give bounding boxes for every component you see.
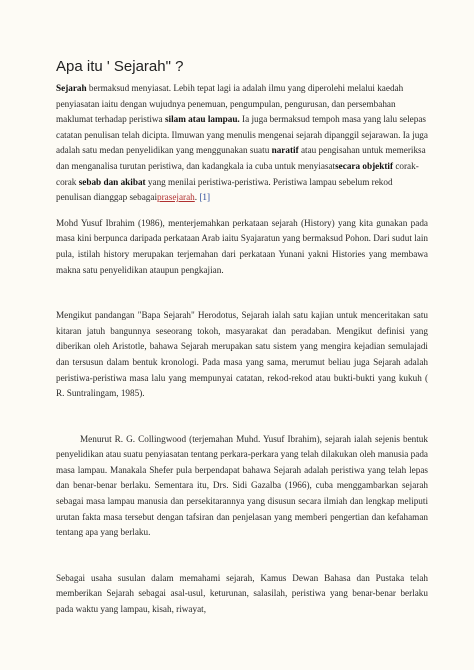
paragraph-mohd-yusuf: Mohd Yusuf Ibrahim (1986), menterjemahkan perkataan sejarah (History) yang kita gunakan pada masa kini berpunca daripada perkataan Arab iaitu Syajaratun yang bermaksud Pohon. Dari sudut lain pula, istilah history merupakan terjemahan dari perkataan Yunani yakni Histories yang membawa makna satu penyelidikan ataupun pengkajian. bbox=[56, 217, 428, 275]
term-sejarah: Sejarah bbox=[56, 83, 87, 93]
paragraph-herodotus: Mengikut pandangan "Bapa Sejarah" Herodotus, Sejarah ialah satu kajian untuk menceritakan satu kitaran jatuh bangunnya seseorang tokoh, masyarakat dan peradaban. Mengikut definisi yang diberikan oleh Aristotle, bahawa Sejarah merupakan satu sistem yang mengira kejadian semulajadi dan tersusun dalam bentuk kronologi. Pada masa yang sama, merumut beliau juga Sejarah adalah peristiwa-peristiwa masa lalu yang mempunyai catatan, rekod-rekod atau bukti-bukti yang kukuh ( R. Suntralingam, 1985). bbox=[56, 310, 428, 399]
term-silam: silam atau lampau. bbox=[164, 114, 240, 125]
term-naratif: naratif bbox=[271, 145, 299, 156]
citation-link[interactable]: [1] bbox=[199, 192, 211, 203]
text-run: bermaksud menyiasat. Lebih tepat lagi ia adalah ilmu yang diperolehi melalui kaedah penyiasatan iaitu dengan wujudnya penemuan, pengumpulan, pengurusan, dan persembahan maklumat terhadap peristiwa bbox=[56, 83, 404, 125]
paragraph-definition bbox=[56, 81, 428, 206]
term-sebab-akibat: sebab dan akibat bbox=[78, 176, 146, 187]
prasejarah-link[interactable]: prasejarah bbox=[157, 192, 195, 203]
text-run: atau pengisahan untuk memeriksa dan menganalisa turutan peristiwa, dan kadangkala ia cuba untuk menyiasat bbox=[56, 145, 426, 171]
paragraph-kamus-dewan: Sebagai usaha susulan dalam memahami sejarah, Kamus Dewan Bahasa dan Pustaka telah memberikan Sejarah sebagai asal-usul, keturunan, salasilah, peristiwa yang benar-benar berlaku pada waktu yang lampau, kisah, riwayat, bbox=[56, 572, 428, 615]
text-run: yang menilai peristiwa-peristiwa. Peristiwa lampau sebelum rekod penulisan dianggap sebagai bbox=[56, 176, 393, 203]
text-run: corak-corak bbox=[56, 160, 419, 187]
text-run: . bbox=[194, 192, 200, 203]
page-title: Apa itu ' Sejarah" ? bbox=[56, 58, 184, 75]
text-run: Ia juga bermaksud tempoh masa yang lalu selepas catatan penulisan telah dicipta. Ilmuwan yang menulis mengenai sejarah dipanggil sejarawan. Ia juga adalah satu medan penyelidikan yang menggunakan suatu bbox=[56, 114, 428, 156]
term-objektif: secara objektif bbox=[335, 160, 394, 171]
paragraph-collingwood: Menurut R. G. Collingwood (terjemahan Muhd. Yusuf Ibrahim), sejarah ialah sejenis bentuk penyelidikan atau suatu penyiasatan tentang perkara-perkara yang telah dilakukan oleh manusia pada masa lampau. Manakala Shefer pula berpendapat bahawa Sejarah adalah peristiwa yang telah lepas dan benar-benar berlaku. Sementara itu, Drs. Sidi Gazalba (1966), cuba menggambarkan sejarah sebagai masa lampau manusia dan persekitarannya yang disusun secara ilmiah dan lengkap meliputi urutan fakta masa tersebut dengan tafsiran dan penjelasan yang memberi pengertian dan kefahaman tentang apa yang berlaku. bbox=[56, 433, 428, 538]
